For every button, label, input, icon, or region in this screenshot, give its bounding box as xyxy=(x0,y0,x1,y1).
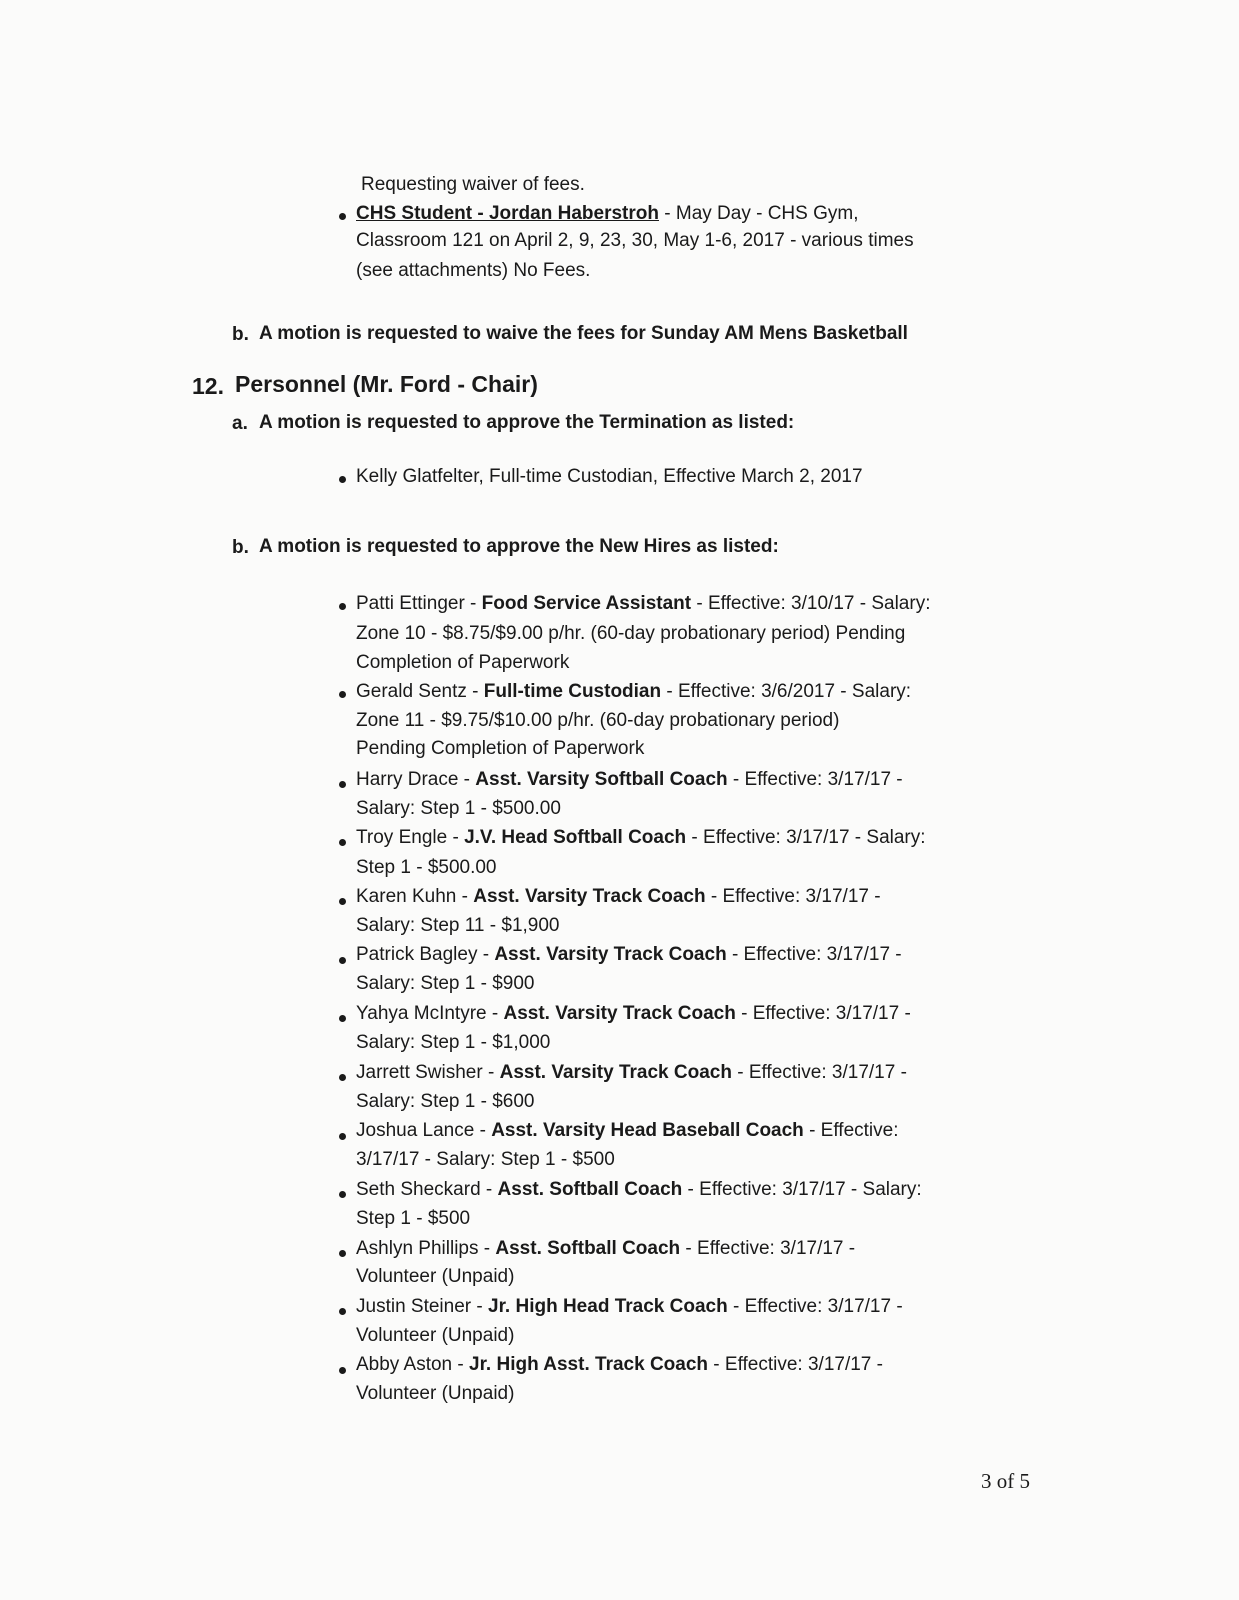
hire-line-2: Salary: Step 1 - $900 xyxy=(356,973,535,994)
hire-line-1 xyxy=(356,592,930,616)
bullet-icon xyxy=(339,1250,346,1257)
hire-line-1 xyxy=(356,885,881,909)
bullet-icon xyxy=(339,1015,346,1022)
hire-line-2: 3/17/17 - Salary: Step 1 - $500 xyxy=(356,1149,615,1170)
motion-a-text: A motion is requested to approve the Termination as listed: xyxy=(259,412,795,433)
hire-effective: - Effective: 3/17/17 - xyxy=(680,1238,856,1259)
hire-effective: - Effective: 3/17/17 - xyxy=(726,944,902,965)
hire-name: Abby Aston - xyxy=(356,1354,470,1375)
hire-line-1 xyxy=(356,943,902,967)
hire-name: Karen Kuhn - xyxy=(356,886,474,907)
hire-effective: - Effective: 3/17/17 - xyxy=(727,769,903,790)
bullet-icon xyxy=(339,1367,346,1374)
hire-line-1 xyxy=(356,1061,907,1085)
hire-line-1 xyxy=(356,1237,855,1261)
hire-effective: - Effective: 3/10/17 - Salary: xyxy=(691,593,931,614)
motion-b-letter: b. xyxy=(232,537,249,558)
hire-line-3: Completion of Paperwork xyxy=(356,652,570,673)
bullet-icon xyxy=(339,1074,346,1081)
hire-position: Asst. Softball Coach xyxy=(497,1179,683,1200)
hire-line-1 xyxy=(356,680,911,704)
hire-position: Asst. Varsity Softball Coach xyxy=(475,769,728,790)
student-line-2: Classroom 121 on April 2, 9, 23, 30, May 1-6, 2017 - various times xyxy=(356,230,914,251)
bullet-icon xyxy=(339,957,346,964)
hire-line-2: Volunteer (Unpaid) xyxy=(356,1383,515,1404)
hire-position: Asst. Varsity Track Coach xyxy=(494,944,727,965)
hire-name: Seth Sheckard - xyxy=(356,1179,498,1200)
hire-name: Gerald Sentz - xyxy=(356,681,484,702)
hire-position: J.V. Head Softball Coach xyxy=(464,827,687,848)
hire-line-1 xyxy=(356,826,926,850)
bullet-icon xyxy=(339,839,346,846)
hire-line-2: Zone 11 - $9.75/$10.00 p/hr. (60-day probationary period) xyxy=(356,710,840,731)
hire-effective: - Effective: 3/17/17 - xyxy=(735,1003,911,1024)
hire-position: Asst. Varsity Track Coach xyxy=(473,886,706,907)
hire-position: Asst. Varsity Track Coach xyxy=(499,1062,732,1083)
motion-11b-letter: b. xyxy=(232,324,249,345)
hire-effective: - Effective: 3/17/17 - xyxy=(708,1354,883,1375)
hire-line-2: Salary: Step 1 - $500.00 xyxy=(356,798,561,819)
section-number: 12. xyxy=(192,373,224,399)
hire-line-2: Salary: Step 1 - $1,000 xyxy=(356,1032,551,1053)
motion-11b-text: A motion is requested to waive the fees for Sunday AM Mens Basketball xyxy=(259,323,908,344)
hire-line-1 xyxy=(356,1353,883,1377)
bullet-icon xyxy=(339,1191,346,1198)
hire-position: Jr. High Head Track Coach xyxy=(488,1296,728,1317)
hire-position: Asst. Varsity Head Baseball Coach xyxy=(491,1120,804,1141)
hire-name: Harry Drace - xyxy=(356,769,476,790)
hire-line-1 xyxy=(356,1178,922,1202)
student-line-1 xyxy=(356,202,859,226)
hire-line-1 xyxy=(356,1119,898,1143)
hire-effective: - Effective: 3/17/17 - xyxy=(731,1062,907,1083)
section-title: Personnel (Mr. Ford - Chair) xyxy=(235,371,538,397)
hire-name: Patti Ettinger - xyxy=(356,593,482,614)
hire-effective: - Effective: 3/17/17 - xyxy=(705,886,881,907)
hire-position: Asst. Varsity Track Coach xyxy=(503,1003,736,1024)
hire-position: Full-time Custodian xyxy=(483,681,662,702)
bullet-icon xyxy=(339,603,346,610)
motion-b-text: A motion is requested to approve the New Hires as listed: xyxy=(259,536,779,557)
hire-effective: - Effective: 3/6/2017 - Salary: xyxy=(661,681,912,702)
hire-line-1 xyxy=(356,1002,911,1026)
motion-a-letter: a. xyxy=(232,413,248,434)
hire-position: Jr. High Asst. Track Coach xyxy=(469,1354,709,1375)
student-name: CHS Student - Jordan Haberstroh xyxy=(356,203,659,224)
hire-name: Yahya McIntyre - xyxy=(356,1003,504,1024)
hire-line-1 xyxy=(356,1295,903,1319)
hire-name: Justin Steiner - xyxy=(356,1296,488,1317)
hire-name: Patrick Bagley - xyxy=(356,944,495,965)
hire-effective: - Effective: 3/17/17 - Salary: xyxy=(682,1179,922,1200)
student-line-1-rest: - May Day - CHS Gym, xyxy=(658,203,859,224)
hire-effective: - Effective: 3/17/17 - Salary: xyxy=(686,827,926,848)
waiver-line: Requesting waiver of fees. xyxy=(361,174,585,195)
bullet-icon xyxy=(339,781,346,788)
hire-line-2: Salary: Step 11 - $1,900 xyxy=(356,915,560,936)
hire-line-2: Step 1 - $500 xyxy=(356,1208,471,1229)
bullet-icon xyxy=(339,898,346,905)
termination-item: Kelly Glatfelter, Full-time Custodian, Effective March 2, 2017 xyxy=(356,466,863,487)
bullet-icon xyxy=(339,476,346,483)
bullet-icon xyxy=(339,1308,346,1315)
bullet-icon xyxy=(339,691,346,698)
hire-line-2: Step 1 - $500.00 xyxy=(356,857,497,878)
hire-position: Food Service Assistant xyxy=(481,593,692,614)
bullet-icon xyxy=(339,1133,346,1140)
hire-line-3: Pending Completion of Paperwork xyxy=(356,738,645,759)
hire-name: Ashlyn Phillips - xyxy=(356,1238,496,1259)
hire-line-2: Volunteer (Unpaid) xyxy=(356,1266,515,1287)
bullet-icon xyxy=(339,213,346,220)
hire-name: Troy Engle - xyxy=(356,827,465,848)
hire-effective: - Effective: xyxy=(803,1120,899,1141)
hire-line-2: Volunteer (Unpaid) xyxy=(356,1325,515,1346)
hire-line-1 xyxy=(356,768,903,792)
hire-name: Jarrett Swisher - xyxy=(356,1062,500,1083)
page-number: 3 of 5 xyxy=(981,1469,1030,1493)
student-line-3: (see attachments) No Fees. xyxy=(356,260,591,281)
hire-line-2: Salary: Step 1 - $600 xyxy=(356,1091,535,1112)
hire-effective: - Effective: 3/17/17 - xyxy=(727,1296,903,1317)
hire-position: Asst. Softball Coach xyxy=(495,1238,681,1259)
hire-name: Joshua Lance - xyxy=(356,1120,492,1141)
hire-line-2: Zone 10 - $8.75/$9.00 p/hr. (60-day probationary period) Pending xyxy=(356,623,906,644)
